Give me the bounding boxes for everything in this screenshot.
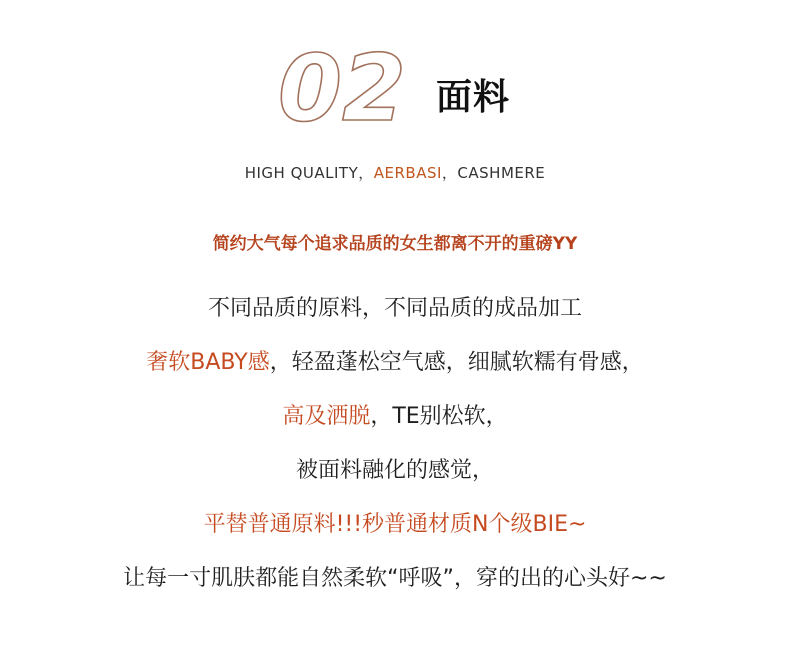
section-number: [276, 34, 416, 130]
line-3-highlight: 高及洒脱: [282, 404, 371, 429]
line-3-text: ，TE别松软，: [370, 404, 508, 429]
line-2-text: ，轻盈蓬松空气感，细腻软糯有骨感，: [269, 350, 644, 375]
line-5: 平替普通原料!!!秒普通材质N个级BIE~: [203, 512, 587, 537]
subtitle-part-2: ，CASHMERE: [441, 164, 546, 182]
line-4: 被面料融化的感觉，: [295, 458, 494, 483]
subtitle-accent: AERBASI: [373, 164, 442, 182]
line-2-highlight: 奢软BABY感: [146, 350, 270, 375]
subtitle-part-1: HIGH QUALITY，: [244, 164, 374, 182]
section-number-text: 02: [278, 35, 407, 130]
subtitle: [0, 162, 790, 183]
line-1: 不同品质的原料，不同品质的成品加工: [207, 296, 582, 321]
section-title: 面料: [436, 77, 511, 118]
line-6: 让每一寸肌肤都能自然柔软“呼吸”，穿的出的心头好~~: [123, 566, 667, 591]
description-lines: [0, 291, 790, 615]
tagline: 简约大气每个追求品质的女生都离不开的重磅YY: [212, 234, 578, 254]
section-number-graphic: [276, 34, 416, 130]
line-3: [0, 399, 790, 453]
line-2: [0, 345, 790, 399]
